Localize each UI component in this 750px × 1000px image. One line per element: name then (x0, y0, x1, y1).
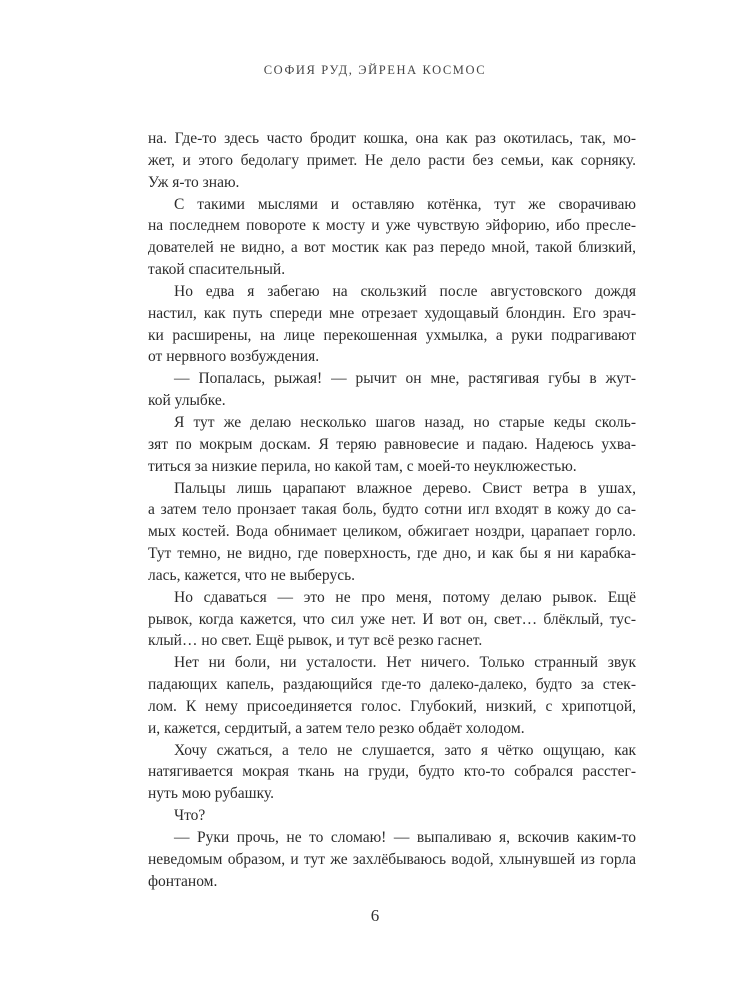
text-line: лась, кажется, что не выберусь. (148, 566, 356, 584)
text-line: — Руки прочь, не то сломаю! — выпаливаю я, вскочив каким-то (174, 829, 636, 846)
text-line: на. Где-то здесь часто бродит кошка, она как раз окотилась, так, мо- (148, 130, 636, 147)
text-line: Тут темно, не видно, где поверхность, где дно, и как бы я ни карабка- (148, 545, 636, 563)
text-line: зят по мокрым доскам. Я теряю равновесие и падаю. Надеюсь ухва- (148, 435, 636, 453)
text-line: кой улыбке. (148, 392, 226, 410)
text-line: Нет ни боли, ни усталости. Нет ничего. Только странный звук (174, 654, 636, 672)
text-line: а затем тело пронзает такая боль, будто сотни игл входят в кожу до са- (148, 501, 636, 519)
text-line: Я тут же делаю несколько шагов назад, но старые кеды сколь- (174, 413, 636, 431)
text-line: и, кажется, сердитый, а затем тело резко обдаёт холодом. (148, 719, 525, 737)
text-line: Но сдаваться — это не про меня, потому делаю рывок. Ещё (174, 588, 636, 606)
text-line: Что? (174, 807, 206, 825)
text-line: от нервного возбуждения. (148, 348, 320, 366)
page-number: 6 (370, 906, 380, 925)
text-line: падающих капель, раздающийся где-то далеко-далеко, будто за стек- (148, 676, 636, 694)
text-line: Уж я-то знаю. (148, 173, 240, 191)
text-line: — Попалась, рыжая! — рычит он мне, растягивая губы в жут- (174, 370, 636, 388)
text-line: Пальцы лишь царапают влажное дерево. Свист ветра в ушах, (174, 479, 636, 497)
text-line: неведомым образом, и тут же захлёбываюсь водой, хлынувшей из горла (148, 850, 636, 868)
text-line: мых костей. Вода обнимает целиком, обжигает ноздри, царапает горло. (148, 523, 636, 541)
text-line: такой спасительный. (148, 261, 286, 279)
text-line: нуть мою рубашку. (148, 785, 274, 803)
running-head: СОФИЯ РУД, ЭЙРЕНА КОСМОС (263, 63, 487, 77)
text-line: на последнем повороте к мосту и уже чувствую эйфорию, ибо преслe- (148, 217, 636, 235)
text-line: фонтаном. (148, 872, 218, 890)
text-line: титься за низкие перила, но какой там, с моей-то неуклюжестью. (148, 457, 577, 475)
text-line: ки расширены, на лице перекошенная ухмылка, а руки подрагивают (148, 326, 636, 344)
text-line: Но едва я забегаю на скользкий после августовского дождя (174, 282, 636, 300)
text-line: натягивается мокрая ткань на груди, будто кто-то собрался расстег- (148, 763, 636, 781)
body-text (148, 128, 636, 893)
text-line: Хочу сжаться, а тело не слушается, зато я чётко ощущаю, как (174, 741, 636, 759)
text-line: жет, и этого бедолагу примет. Не дело расти без семьи, как сорняку. (148, 151, 636, 169)
text-line: клый… но свет. Ещё рывок, и тут всё резко гаснет. (148, 632, 483, 650)
text-line: С такими мыслями и оставляю котёнка, тут же сворачиваю (174, 195, 636, 213)
text-line: дователей не видно, а вот мостик как раз передо мной, такой близкий, (148, 239, 636, 257)
text-line: лом. К нему присоединяется голос. Глубокий, низкий, с хрипотцой, (148, 697, 636, 715)
text-line: рывок, когда кажется, что сил уже нет. И вот он, свет… блёклый, тус- (148, 610, 636, 628)
text-line: настил, как путь спереди мне отрезает худощавый блондин. Его зрач- (148, 304, 636, 322)
